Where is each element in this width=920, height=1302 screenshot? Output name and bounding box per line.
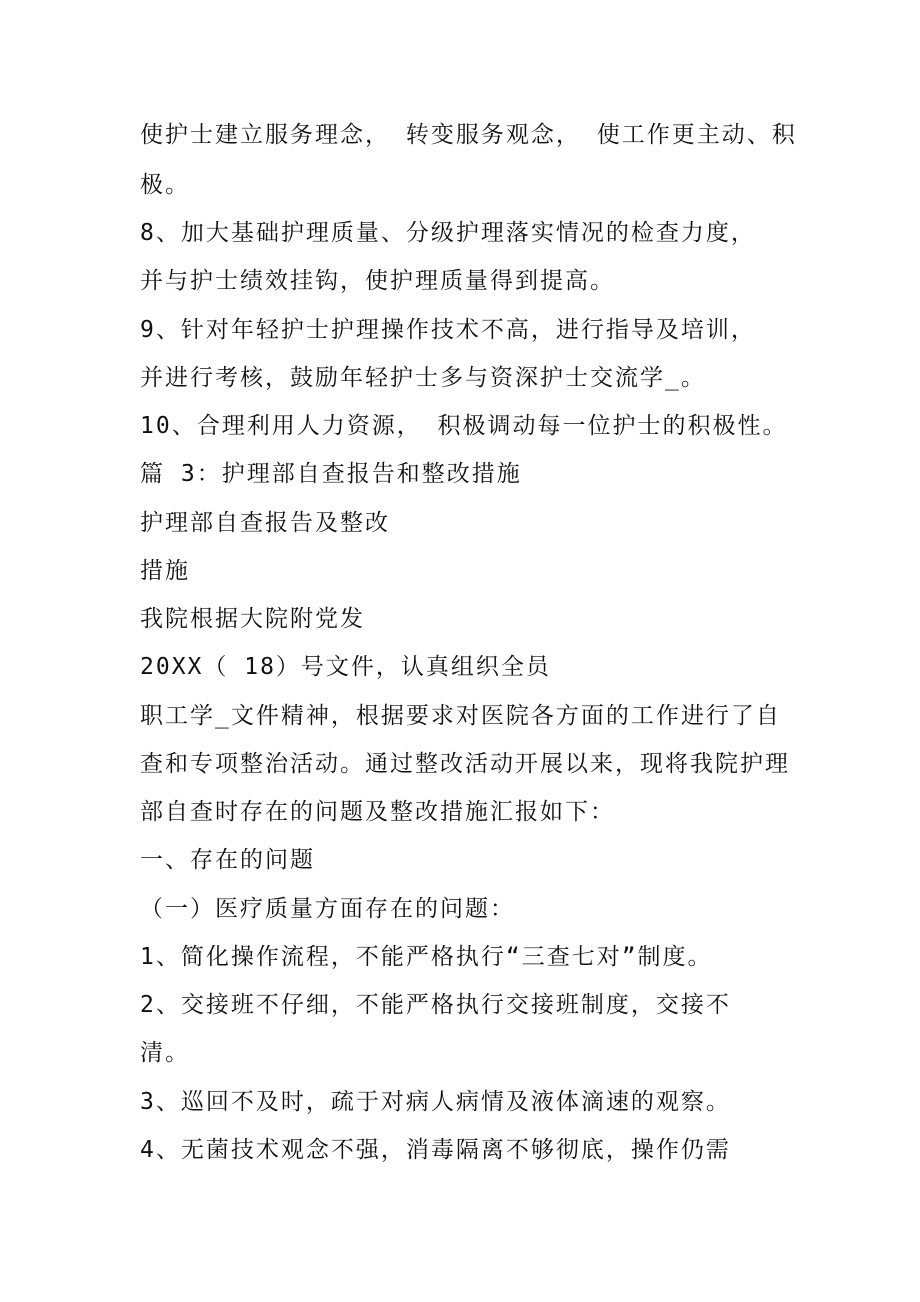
text-line: 使护士建立服务理念， 转变服务观念， 使工作更主动、积 <box>140 122 797 148</box>
text-line: 1、简化操作流程，不能严格执行“三查七对”制度。 <box>140 944 713 970</box>
text-line: 4、无菌技术观念不强，消毒隔离不够彻底，操作仍需 <box>140 1137 731 1163</box>
text-line: 并与护士绩效挂钩，使护理质量得到提高。 <box>140 268 615 294</box>
text-line: 20XX（ 18）号文件，认真组织全员 <box>140 654 551 680</box>
text-line: 并进行考核，鼓励年轻护士多与资深护士交流学_。 <box>140 365 706 391</box>
text-line: 10、合理利用人力资源， 积极调动每一位护士的积极性。 <box>140 413 788 439</box>
text-line: 9、针对年轻护士护理操作技术不高，进行指导及培训， <box>140 317 756 343</box>
text-line: 查和专项整治活动。通过整改活动开展以来，现将我院护理 <box>140 751 790 777</box>
text-line: 清。 <box>140 1040 190 1066</box>
text-line: 3、巡回不及时，疏于对病人病情及液体滴速的观察。 <box>140 1089 731 1115</box>
text-line: 极。 <box>140 172 190 198</box>
text-line: 部自查时存在的问题及整改措施汇报如下： <box>140 799 615 825</box>
text-line: 护理部自查报告及整改 <box>140 510 390 536</box>
text-line: 2、交接班不仔细，不能严格执行交接班制度，交接不 <box>140 992 731 1018</box>
text-line: 措施 <box>140 558 190 584</box>
text-line: （一）医疗质量方面存在的问题： <box>140 896 515 922</box>
section-heading: 篇 3：护理部自查报告和整改措施 <box>140 461 522 487</box>
text-line: 职工学_文件精神，根据要求对医院各方面的工作进行了自 <box>140 703 781 729</box>
text-line: 我院根据大院附党发 <box>140 606 365 632</box>
text-line: 一、存在的问题 <box>140 847 315 873</box>
text-line: 8、加大基础护理质量、分级护理落实情况的检查力度， <box>140 220 756 246</box>
